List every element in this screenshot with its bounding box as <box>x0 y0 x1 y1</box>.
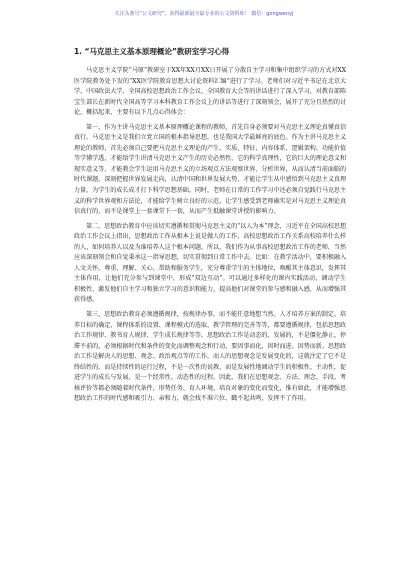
paragraph-first: 第一，作为主讲马克思主义基本原理概论课程的教师，首先自身必须要对马克思主义理论真懂真信真行。马克思主义是我们立党立国的根本指导思想，也是我国大学最鲜亮的底色。作为主讲马克思主义理论的教师，首先必须自己要把马克思主义理论的产生、实质、特征、内容体系、逻辑架构、功能价值等学懂学透，才能给学生讲清马克思主义产生的历史必然性，它的科学真理性，它的巨大的理论意义和现实意义等，才能教会学生运用马克思主义的立场观点方法观察世界、分析世界，从而认清当前面临的时代课题，深刻把握世界发展走向，认清中国和世界发展大势，才能让学生从中感悟到马克思主义真理力量，为学生的成长成才打下科学思想基础。同时，老师在日常的工作学习中还必须自觉践行马克思主义的科学世界观和方法论，才能给学生树立良好的示范，让学生感受到老师确实是对马克思主义理论真信真行的，而不是课堂上一套课堂下一套，从而产生抵触课堂讲授的影响力。 <box>74 123 346 216</box>
paragraph-third: 第三，思想政治教育必须遵循规律，按规律办事，而不能任意地想当然。人才培养方案的制定、培养目标的确定、课程体系的设置、课程模式的选取、教学管理的完善等等，都要遵循规律，包括思想政治工作规律、教书育人规律、学生成长规律等等。思想政治工作是动态的、发展的，不是僵化静止、停滞不前的，必须根据时代和条件的变化而调整观念和行动，要因事而化、因时而进、因势而新。思想政治工作是解决人的思想、观念、政治观点等的工作，而人的思想观念是发展变化的，这就注定了它不是终结性的，而是持续性的运行过程，不是一次性的说教，而是发展性地调动学生的积极性、主动性，促进学生的成长与发展，是一个经常性、动态性的过程。因此，我们在思想观念、方法、理念、手段、考核评价等都必须随着时代条件、形势任务、育人环境、培育对象的变化而变化，惟有如此，才能增强思想政治工作的时代感和吸引力、亲和力，就会找不准穴位、戳不起共鸣，发挥不了作用。 <box>74 311 346 403</box>
paragraph-intro: 马克思主义学院“马原”教研室于XX年XX月XX日开展了分散自主学习和集中组织学习的方式对XX医学院教务处下发的“XX医学院教育思想大讨论资料汇编”进行了学习。老师们对习近平书记在北京大学、中国政法大学、全国高校思想政治工作会议、全国教育大会等的讲话进行了深入学习，对教育部陈宝生部长在新时代全国高等学习本科教育工作会议上的讲话等进行了深刻领会，展开了充分且热烈的讨论，概括起来，主要有以下几点心得体会： <box>74 67 346 117</box>
document-title: 1. “马克思主义基本原理概论”教研室学习心得 <box>74 47 230 56</box>
header-banner: 关注头条号“公文研究”，获得最新最全最专业的公文资料库！ 微信：gongwenyj <box>114 11 294 17</box>
document-body <box>74 46 346 409</box>
paragraph-second: 第二，思想政治教育中应该切实遵循和贯彻马克思主义的“以人为本”理念，习近平在全国高校思想政治工作会议上指出，思想政治工作从根本上说是做人的工作，高校思想政治工作关系高校培养什么样的人、如何培养人以及为谁培养人这个根本问题。所以，我们作为从事高校思想政治工作的老师，当然应该深刻领会和自觉秉承这一指导思想，切实贯彻到日常工作中去。比如：在教学活动中，要积极融入人文关怀，尊重、理解、关心、帮助和服务学生，充分尊重学生的主体地位，唤醒其主体意识，发挥其主体作用，让他们充分参与到课堂中，形成“双边互动”。可以通过多样化的课内实践活动，调动学生积极性，激发他们自主学习和独立学习的意识和能力，提高他们对课堂的参与感和融入感，从而增强其获得感。 <box>74 222 346 304</box>
